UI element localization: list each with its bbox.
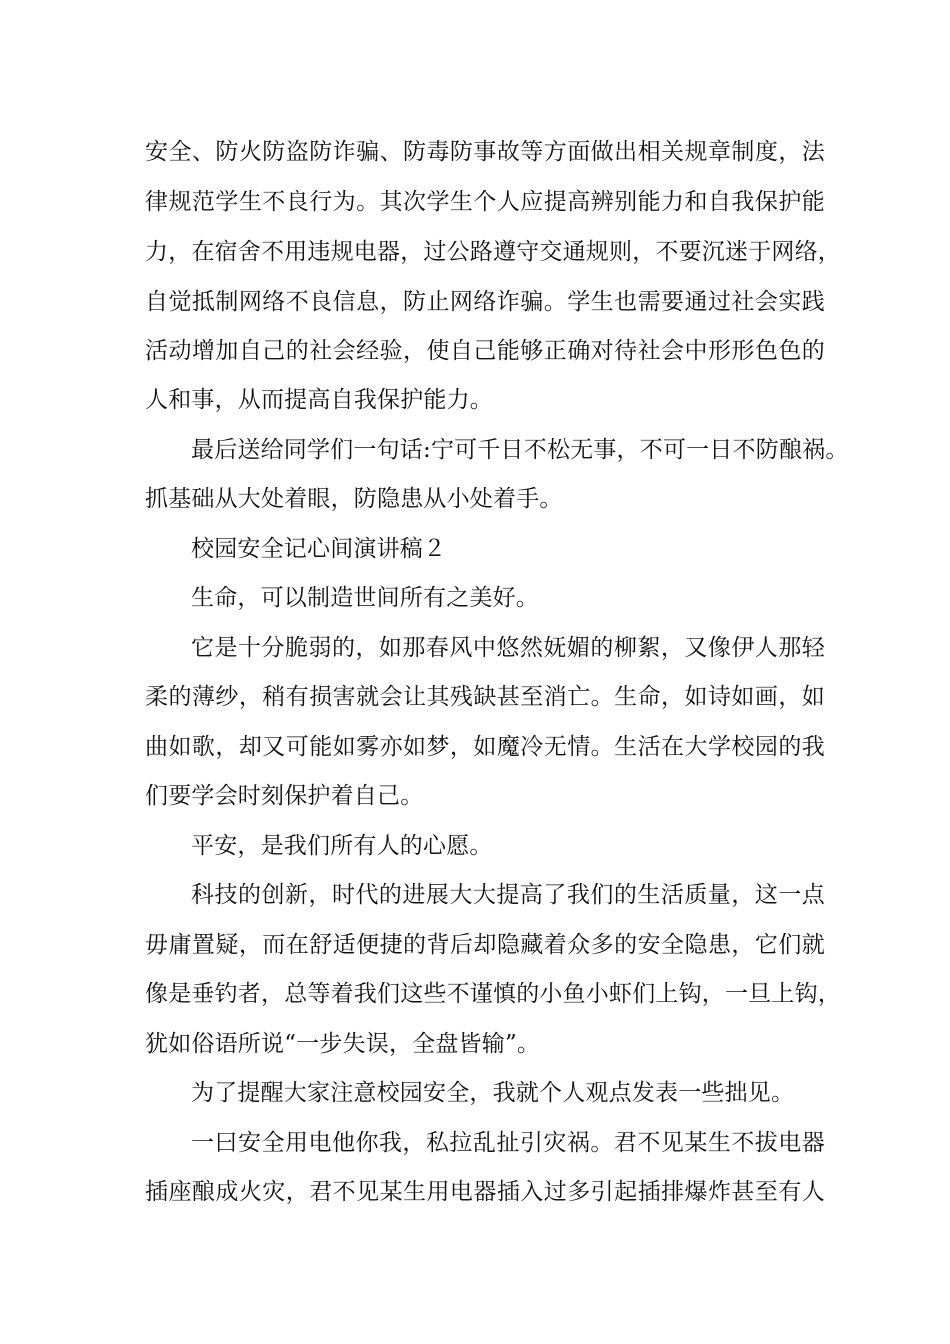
paragraph-line: 们要学会时刻保护着自己。 <box>145 783 424 809</box>
paragraph-line: 为了提醒大家注意校园安全，我就个人观点发表一些拙见。 <box>191 1080 795 1106</box>
paragraph-line: 像是垂钓者，总等着我们这些不谨慎的小鱼小虾们上钩，一旦上钩， <box>145 981 841 1007</box>
paragraph-line: 最后送给同学们一句话:宁可千日不松无事，不可一日不防酿祸。 <box>191 437 849 463</box>
paragraph-line: 力，在宿舍不用违规电器，过公路遵守交通规则，不要沉迷于网络， <box>145 239 841 265</box>
paragraph-line: 生命，可以制造世间所有之美好。 <box>191 585 539 611</box>
paragraph-line: 安全、防火防盗防诈骗、防毒防事故等方面做出相关规章制度，法 <box>145 139 825 165</box>
paragraph-line: 犹如俗语所说“一步失误，全盘皆输”。 <box>145 1031 541 1057</box>
paragraph-line: 柔的薄纱，稍有损害就会让其残缺甚至消亡。生命，如诗如画，如 <box>145 684 825 710</box>
paragraph-line: 插座酿成火灾，君不见某生用电器插入过多引起插排爆炸甚至有人 <box>145 1179 825 1205</box>
paragraph-line: 抓基础从大处着眼，防隐患从小处着手。 <box>145 486 563 512</box>
paragraph-line: 自觉抵制网络不良信息，防止网络诈骗。学生也需要通过社会实践 <box>145 289 825 315</box>
paragraph-line: 平安，是我们所有人的心愿。 <box>191 833 493 859</box>
paragraph-line: 它是十分脆弱的，如那春风中悠然妩媚的柳絮，又像伊人那轻 <box>191 635 825 661</box>
paragraph-line: 科技的创新，时代的进展大大提高了我们的生活质量，这一点 <box>191 882 825 908</box>
paragraph-line: 毋庸置疑，而在舒适便捷的背后却隐藏着众多的安全隐患，它们就 <box>145 932 825 958</box>
paragraph-line: 律规范学生不良行为。其次学生个人应提高辨别能力和自我保护能 <box>145 189 825 215</box>
paragraph-line: 人和事，从而提高自我保护能力。 <box>145 387 493 413</box>
paragraph-line: 一曰安全用电他你我，私拉乱扯引灾祸。君不见某生不拔电器 <box>191 1130 825 1156</box>
paragraph-line: 活动增加自己的社会经验，使自己能够正确对待社会中形形色色的 <box>145 338 825 364</box>
paragraph-line: 曲如歌，却又可能如雾亦如梦，如魔冷无情。生活在大学校园的我 <box>145 734 825 760</box>
section-heading: 校园安全记心间演讲稿２ <box>191 536 447 562</box>
